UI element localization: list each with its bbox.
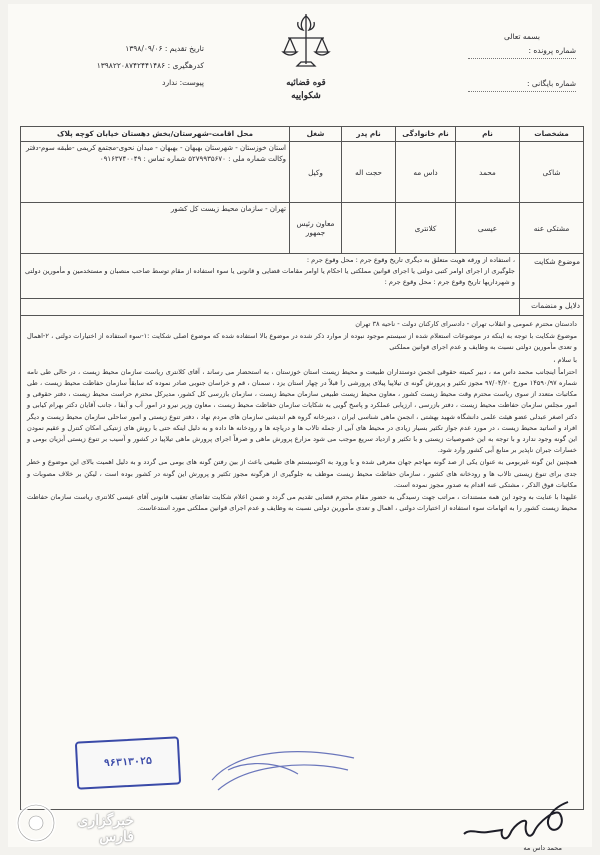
job-cell: وکیل	[289, 142, 341, 202]
last-name-cell: داس مه	[395, 142, 455, 202]
complainant-row	[21, 142, 583, 203]
scales-emblem-icon	[280, 10, 332, 72]
last-name-cell: کلانتری	[395, 203, 455, 253]
body-paragraph: احتراماً اینجانب محمد داس مه ، دبیر کمیته حقوقی انجمن دوستداران طبیعت و محیط زیست استان خوزستان ، به استحضار می رساند ، آقای کلانتری ریاست سازمان محیط زیست ، در حالی طی نامه شماره ۱۴۵۹۰/۹۷ مورخ ۹۷/۰۴/۲۰ مجوز تکثیر و پرورش گونه ی تیلاپیا پیلای پرورشی را قبلاً در چهار استان یزد ، سمنان ، قم و خراسان جنوبی صادر نموده که سابقاً سازمان حفاظت محیط زیست ، طی مکاتبات متعدد از سوی ریاست محترم وقت محیط زیست کشور ، معاون محیط زیست طبیعی سازمان محیط زیست ، سازمان بازرسی کل کشور، مدیرکل محترم حراست محیط زیست ، دفتر حقوقی و امور مجلس سازمان حفاظت محیط زیست ، دفتر بازرسی ، ارزیابی عملکرد و پاسخ گویی به شکایات سازمان حفاظت محیط زیست ، معاون وزیر نیرو در امور آب و آبفا ، جانب آقایان دکتر بهرام کیابی و دکتر اصغر عبدلی عضو هیئت علمی دانشگاه شهید بهشتی ، انجمن ماهی شناسی ایران ، دبیرخانه گروه هم اندیشی سازمان های مردم نهاد ، دفتر تنوع زیستی و امور ساحلی سازمان محیط زیست و دیگر افراد و اساتید محیط زیست ، در مورد عدم جواز تکثیر بسیار زیادی در محیط های آبی از جمله تالاب ها و دریاچه ها و رودخانه ها داده و به دلیل اینکه حتی با روش های ژنتیکی امکان کنترل و عقیم نمودن این گونه وجود ندارد و با توجه به این خصوصیات زیستی و با تکثیر و ازدیاد سریع موجب می شود مزارع پرورش ماهی و صرفاً اجرای پرورش ماهی تیلاپیا در کشور و آسیب بر تنوع زیستی آبزیان بومی و خسارات جبران ناپذیر بر منابع آبی کشور وارد شود.	[27, 367, 577, 455]
header-cell: نام	[455, 127, 519, 141]
bismillah: بسمه تعالی	[503, 32, 541, 41]
evidence-label: دلایل و منضمات	[519, 299, 583, 315]
header-cell: مشخصات	[519, 127, 583, 141]
evidence-row	[21, 299, 583, 316]
role-cell: شاکی	[519, 142, 583, 202]
registration-stamp	[75, 736, 181, 789]
subject-text	[21, 254, 519, 298]
submit-date: تاریخ تقدیم : ۱۳۹۸/۰۹/۰۶	[125, 44, 204, 53]
watermark-text: خبرگزاری فارس	[77, 813, 134, 845]
archive-number-field: شماره بایگانی :	[468, 77, 576, 92]
emblem-title: قوه قضائیه	[286, 78, 326, 88]
news-agency-logo-icon	[14, 801, 58, 845]
header-cell: محل اقامت-شهرستان/بخش دهستان خیابان کوچه پلاک	[56, 129, 254, 138]
header-cell: نام پدر	[341, 127, 395, 141]
body-salutation: دادستان محترم عمومی و انقلاب تهران - دادسرای کارکنان دولت - ناحیه ۳۸ تهران	[355, 320, 577, 328]
role-cell: مشتکی عنه	[519, 203, 583, 253]
news-watermark	[14, 799, 134, 845]
complaint-form-page	[8, 4, 592, 852]
body-paragraph: علیهذا با عنایت به وجود این همه مستندات ، مراتب جهت رسیدگی به حضور مقام محترم قضایی تقدیم می گردد و ضمن اعلام شکایت تقاضای تعقیب قانونی آقای عیسی کلانتری ریاست سازمان حفاظت محیط زیست کشور را به اتهامات سوء استفاده از اختیارات دولتی ، اهمال و تعدی مأمورین دولتی نسبت به وظایف و عدم اجرای قوانین مملکتی مورد استدعاست.	[27, 493, 577, 513]
tracking-code: کدرهگیری : ۱۳۹۸۲۲۰۸۷۴۲۴۴۱۴۸۶	[96, 61, 204, 70]
complaint-table	[20, 126, 584, 810]
signature-name: محمد داس مه	[523, 844, 562, 852]
form-title: شکواییه	[291, 91, 321, 101]
header-cell: شغل	[289, 127, 341, 141]
body-greeting: با سلام ،	[553, 355, 577, 364]
first-name-cell: محمد	[455, 142, 519, 202]
job-cell: معاون رئیس جمهور	[289, 203, 341, 253]
signature-icon	[440, 794, 580, 844]
body-paragraph: همچنین این گونه غیربومی به عنوان یکی از صد گونه مهاجم جهان معرفی شده و با ورود به اکوسیستم های طبیعی باعث از بین رفتن گونه های بومی می گردد و به دلیل اهمیت بالای این موضوع و خطر جدی برای تنوع زیستی تالاب ها و رودخانه های کشور ، سازمان حفاظت محیط زیست موظف به جلوگیری از هرگونه مجوز تکثیر و پرورش این گونه در کشور بوده است ، لیکن بر خلاف مصوبات و مکاتبات فوق الذکر ، مشتکی عنه اقدام به صدور مجوز نموده است.	[27, 458, 577, 489]
father-name-cell	[341, 203, 395, 253]
first-name-cell: عیسی	[455, 203, 519, 253]
subject-label: موضوع شکایت	[519, 254, 583, 298]
file-info-block	[468, 30, 576, 110]
blue-seal-icon	[208, 740, 358, 796]
table-header-row	[21, 127, 583, 142]
judiciary-emblem	[276, 10, 336, 101]
subject-line: جلوگیری از اجرای اوامر کتبی دولتی یا اجرای قوانین مملکتی یا احکام یا اوامر مقامات قضایی و قانونی یا سوء استفاده از مقام توسط صاحب منصبان و مستخدمین و مأمورین دولتی و شهرداریها تاریخ وقوع جرم : محل وقوع جرم :	[24, 267, 515, 286]
address-cell: تهران - سازمان محیط زیست کل کشور	[170, 205, 286, 213]
stamp-number: ۹۶۳۱۳۰۲۵	[103, 755, 153, 770]
submission-info-block	[34, 40, 204, 91]
attachment-info: پیوست: ندارد	[162, 78, 204, 87]
header-cell: نام خانوادگی	[395, 127, 455, 141]
file-number-field: شماره پرونده :	[468, 44, 576, 59]
father-name-cell: حجت اله	[341, 142, 395, 202]
body-paragraph: موضوع شکایت با توجه به اینکه در موضوعات استعلام شده از سیستم موجود نبوده از موارد ذکر شده در موضوع بالا استفاده شده که موضوع اصلی شکایت :۱-سوء استفاده از اختیارات دولتی ، ۲-اهمال و تعدی مأمورین دولتی نسبت به وظایف و عدم اجرای قوانین مملکتی	[27, 332, 577, 352]
subject-line: ، استفاده از ورقه هویت متعلق به دیگری تاریخ وقوع جرم : محل وقوع جرم :	[306, 256, 515, 264]
address-cell: استان خوزستان - شهرستان بهبهان - بهبهان - میدان نحوی-مجتمع کریمی -طبقه سوم-دفتر وکالت شماره ملی : ۵۲۷۹۹۳۵۶۷۰ شماره تماس : ۰۹۱۶۳۷۴۰۰۴۹	[26, 144, 286, 163]
complaint-body	[21, 316, 583, 514]
accused-row	[21, 203, 583, 254]
subject-row	[21, 254, 583, 299]
